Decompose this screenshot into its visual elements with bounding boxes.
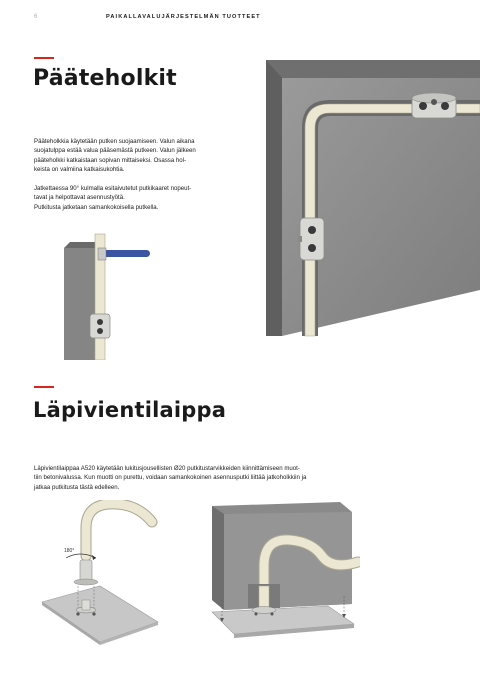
flange-wall-figure	[210, 500, 360, 644]
flange	[252, 607, 276, 614]
s1-p1-line: suojatulppa estää valua pääsemästä putkeen. Valun jälkeen	[34, 147, 196, 155]
s2-line: jatkaa putkitusta tästä edelleen.	[34, 483, 120, 491]
s1-p2-line: Jatkettaessa 90° kulmalla esitaivutetut putkikaaret nopeut-	[34, 185, 192, 193]
rotation-label: 180°	[64, 548, 75, 554]
section2-accent-bar	[34, 386, 54, 388]
coupling	[80, 560, 92, 582]
junction-box-top	[412, 93, 456, 118]
s2-line: tiin betonivalussa. Kun muotti on purettu, voidaan samankokoinen asennusputki liittää jatkoholkkiin ja	[34, 474, 307, 482]
running-title: PAIKALLAVALUJÄRJESTELMÄN TUOTTEET	[106, 14, 261, 20]
junction-box-side	[298, 218, 324, 260]
page-number: 6	[34, 14, 38, 20]
s1-p1-line: pääteholkki katkaistaan sopivan mittaiseksi. Osassa hol-	[34, 156, 187, 164]
section2-body	[34, 464, 454, 492]
section1-accent-bar	[34, 57, 54, 59]
section2-title: Läpivientilaippa	[33, 398, 227, 422]
form-plate	[42, 586, 158, 642]
curved-conduit	[86, 504, 152, 556]
s1-p1-line: Pääteholkkia käytetään putken suojaamiseen. Valun aikana	[34, 138, 195, 145]
s1-p2-line: tavat ja helpottavat asennustyötä.	[34, 194, 125, 202]
small-junction-box	[90, 314, 110, 338]
flange-assembly-figure	[40, 500, 164, 646]
section1-title: Pääteholkit	[33, 66, 177, 91]
section1-body	[34, 137, 264, 212]
small-wall	[64, 248, 98, 360]
cutter-handle	[102, 250, 150, 257]
conduit-cutter-figure	[62, 232, 154, 360]
s2-line: Läpivientilaippaa A520 käytetään lukitusjousellisten Ø20 putkitustarvikkeiden kiinnittämiseen muot-	[34, 465, 300, 472]
s1-p1-line: keista on valmiina katkaisukohtia.	[34, 166, 125, 174]
form-plate	[212, 606, 354, 634]
wall-conduit-figure	[262, 58, 480, 340]
page-header	[34, 14, 454, 24]
wall-side	[266, 60, 282, 336]
s1-p2-line: Putkitusta jatketaan samankokoisella putkella.	[34, 203, 159, 211]
